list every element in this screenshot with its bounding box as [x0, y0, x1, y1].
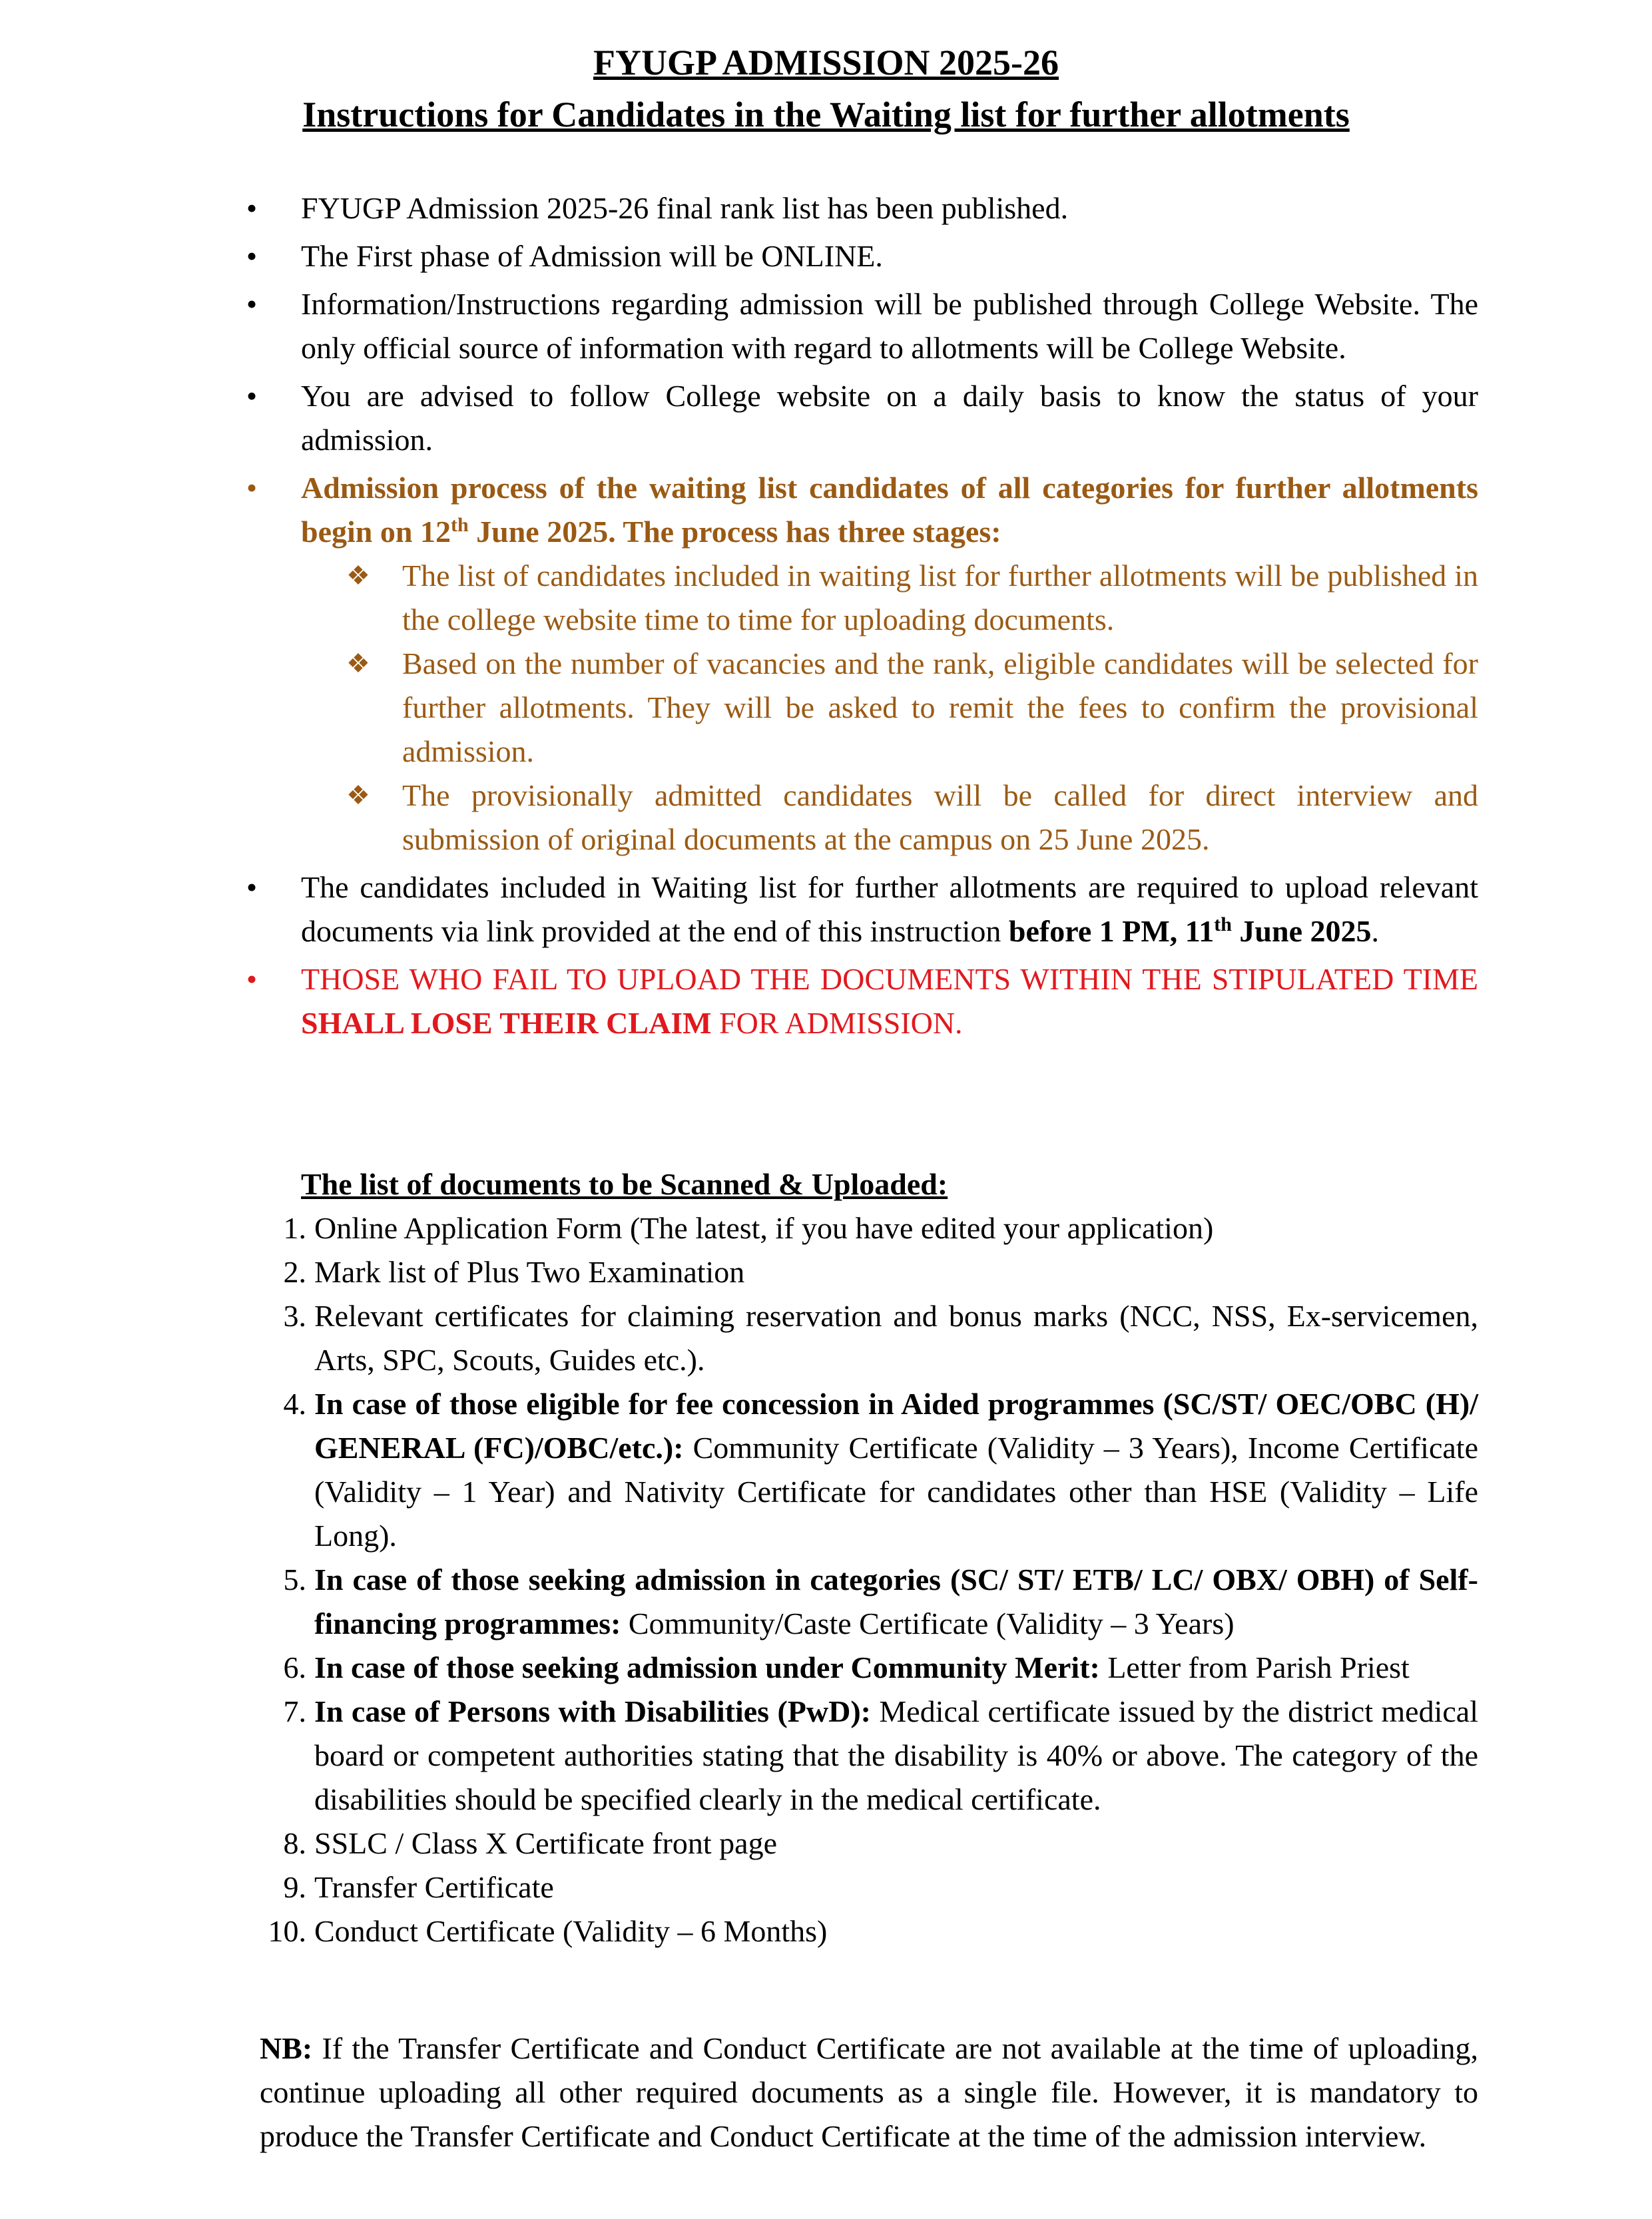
instruction-text: Information/Instructions regarding admission will be published through College Website. The only official source of information with regard to allotments will be College Website.	[301, 287, 1478, 365]
process-text-end: June 2025. The process has three stages:	[468, 515, 1001, 549]
stage-text: The list of candidates included in waiting list for further allotments will be published in the college website time to time for uploading documents.	[402, 559, 1478, 636]
document-text: Mark list of Plus Two Examination	[314, 1255, 745, 1289]
document-number: 8.	[283, 1826, 306, 1860]
document-number: 4.	[283, 1387, 306, 1421]
document-item	[253, 1909, 1478, 1953]
document-item	[253, 1250, 1478, 1294]
document-number: 6.	[283, 1650, 306, 1684]
document-text: Medical certificate issued by the district medical board or competent authorities stating that the disability is 40% or above. The category of the disabilities should be specified clearly in the medical certificate.	[314, 1694, 1478, 1816]
instruction-item	[226, 234, 1478, 278]
instruction-text: FYUGP Admission 2025-26 final rank list has been published.	[301, 191, 1069, 225]
documents-heading: The list of documents to be Scanned & Uploaded:	[301, 1167, 948, 1201]
page-subtitle: Instructions for Candidates in the Waiting list for further allotments	[302, 95, 1350, 134]
document-text: Letter from Parish Priest	[1099, 1650, 1410, 1684]
document-number: 5.	[283, 1563, 306, 1597]
document-text: Conduct Certificate (Validity – 6 Months)	[314, 1914, 828, 1948]
document-item	[253, 1382, 1478, 1558]
instruction-item-deadline	[226, 865, 1478, 953]
page-title: FYUGP ADMISSION 2025-26	[593, 43, 1059, 83]
warning-text-end: FOR ADMISSION.	[711, 1006, 963, 1040]
document-text: Transfer Certificate	[314, 1870, 554, 1904]
document-number: 9.	[283, 1870, 306, 1904]
deadline-end: .	[1371, 914, 1380, 948]
document-number: 1.	[283, 1211, 306, 1245]
document-number: 3.	[283, 1299, 306, 1333]
document-item	[253, 1822, 1478, 1865]
document-item	[253, 1206, 1478, 1250]
stage-item	[301, 774, 1478, 862]
document-text: Relevant certificates for claiming reservation and bonus marks (NCC, NSS, Ex-servicemen, Arts, SPC, Scouts, Guides etc.).	[314, 1299, 1478, 1377]
document-number: 7.	[283, 1694, 306, 1728]
date-suffix: th	[450, 514, 469, 536]
document-item	[253, 1865, 1478, 1909]
document-category: In case of those eligible for fee concession in Aided programmes (SC/ST/ OEC/OBC (H)/ GENERAL (FC)/OBC/etc.):	[314, 1387, 1478, 1465]
instruction-item	[226, 282, 1478, 370]
document-text: Community/Caste Certificate (Validity – 3 Years)	[621, 1606, 1235, 1640]
document-text: Online Application Form (The latest, if you have edited your application)	[314, 1211, 1214, 1245]
warning-text: THOSE WHO FAIL TO UPLOAD THE DOCUMENTS WITHIN THE STIPULATED TIME	[301, 962, 1478, 996]
document-number: 2.	[283, 1255, 306, 1289]
instruction-text: You are advised to follow College website on a daily basis to know the status of your admission.	[301, 379, 1478, 457]
document-item	[253, 1690, 1478, 1822]
instruction-item-warning	[226, 957, 1478, 1045]
stage-list	[301, 554, 1478, 862]
note-text: If the Transfer Certificate and Conduct Certificate are not available at the time of uploading, continue uploading all other required documents as a single file. However, it is mandatory to produce the Transfer Certificate and Conduct Certificate at the time of the admission interview.	[260, 2031, 1478, 2153]
date-suffix: th	[1214, 913, 1232, 935]
document-category: In case of those seeking admission under Community Merit:	[314, 1650, 1100, 1684]
document-category: In case of Persons with Disabilities (PwD):	[314, 1694, 871, 1728]
stage-item	[301, 554, 1478, 642]
instruction-list	[226, 186, 1478, 1049]
stage-text: Based on the number of vacancies and the rank, eligible candidates will be selected for further allotments. They will be asked to remit the fees to confirm the provisional admission.	[402, 646, 1478, 768]
documents-list	[253, 1206, 1478, 1953]
instruction-item-process	[226, 466, 1478, 862]
note-label: NB:	[260, 2031, 313, 2065]
document-number: 10.	[268, 1914, 306, 1948]
deadline-month: June 2025	[1231, 914, 1372, 948]
stage-text: The provisionally admitted candidates will be called for direct interview and submission of original documents at the campus on 25 June 2025.	[402, 778, 1478, 856]
note	[260, 2027, 1478, 2158]
document-item	[253, 1558, 1478, 1646]
document-item	[253, 1294, 1478, 1382]
document-text: Community Certificate (Validity – 3 Years), Income Certificate (Validity – 1 Year) and Nativity Certificate for candidates other than HSE (Validity – Life Long).	[314, 1431, 1478, 1553]
deadline-bold: before 1 PM, 11	[1008, 914, 1215, 948]
instruction-item	[226, 186, 1478, 230]
document-category: In case of those seeking admission in categories (SC/ ST/ ETB/ LC/ OBX/ OBH) of Self-financing programmes:	[314, 1563, 1478, 1640]
stage-item	[301, 642, 1478, 774]
deadline-text: The candidates included in Waiting list for further allotments are required to upload relevant documents via link provided at the end of this instruction	[301, 870, 1478, 948]
document-item	[253, 1646, 1478, 1690]
instruction-item	[226, 374, 1478, 462]
document-text: SSLC / Class X Certificate front page	[314, 1826, 777, 1860]
warning-bold: SHALL LOSE THEIR CLAIM	[301, 1006, 712, 1040]
process-text	[301, 471, 1478, 549]
instruction-text: The First phase of Admission will be ONLINE.	[301, 239, 883, 273]
process-text-start: Admission process of the waiting list candidates of all categories for further allotments begin on 12	[301, 471, 1478, 549]
